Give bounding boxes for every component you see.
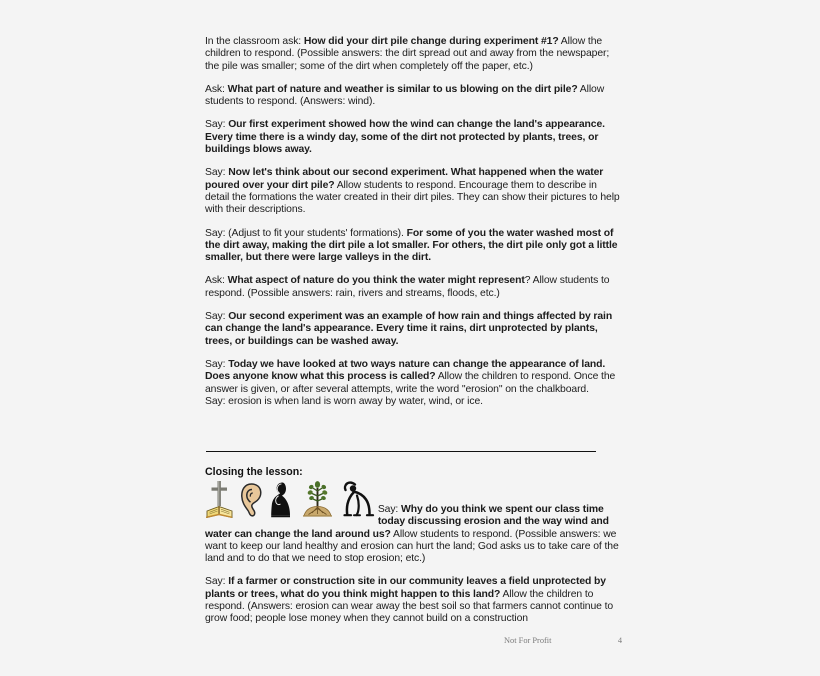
paragraph-7-lead: Say: <box>205 311 229 323</box>
paragraph-3 <box>205 119 622 156</box>
paragraph-9-lead: Say: erosion is when land is worn away by water, wind, or ice. <box>205 395 483 407</box>
paragraph-6 <box>205 275 622 300</box>
paragraph-8-trail: Allow the children to respond. Once the answer is given, or after several attempts, write the word "erosion" on the chalkboard. <box>205 371 616 395</box>
sapling-plant-icon <box>301 478 335 523</box>
paragraph-3-lead: Say: <box>205 119 229 131</box>
paragraph-8 <box>205 359 622 396</box>
footer-notice: Not For Profit <box>504 636 552 645</box>
paragraph-5-lead: Say: (Adjust to fit your students' formations). <box>205 227 407 239</box>
kneeling-praying-person-icon <box>269 478 296 523</box>
paragraph-2 <box>205 84 622 109</box>
closing-paragraph-2-lead: Say: <box>205 576 229 588</box>
paragraph-2-bold: What part of nature and weather is similar to us blowing on the dirt pile? <box>227 83 578 95</box>
section-divider-rule <box>206 451 596 452</box>
page-number: 4 <box>617 636 622 645</box>
paragraph-7 <box>205 311 622 348</box>
paragraph-1-bold: How did your dirt pile change during experiment #1? <box>303 36 559 47</box>
paragraph-1-trail: Allow the children to respond. (Possible answers: the dirt spread out and away from the newspaper; the pile was smaller; some of the dirt when completely off the paper, etc.) <box>205 36 610 72</box>
cross-on-bible-icon <box>205 478 235 523</box>
closing-paragraph-2-trail: Allow the children to respond. (Answers: erosion can wear away the best soil so that farmers cannot continue to grow food; people lose money when they cannot build on a construction <box>205 588 614 625</box>
closing-the-lesson-heading: Closing the lesson: <box>205 466 303 478</box>
closing-paragraph-1-bold: Why do you think we spent our class time today discussing erosion and the way wind and water can change the land around us? <box>205 504 609 540</box>
paragraph-8-bold: Today we have looked at two ways nature can change the appearance of land. Does anyone know what this process is called? <box>205 358 606 383</box>
closing-paragraph-1-trail: Allow students to respond. (Possible answers: we want to keep our land healthy and erosion can hurt the land; God asks us to take care of the land and to do that we need to stop erosion; etc.) <box>205 528 619 565</box>
paragraph-3-bold: Our first experiment showed how the wind can change the land's appearance. Every time there is a windy day, some of the dirt not protected by plants, trees, or buildings blows away. <box>205 119 605 156</box>
page-footer <box>504 636 622 645</box>
paragraph-6-bold: What aspect of nature do you think the water might represent <box>227 275 525 287</box>
bending-person-icon <box>341 478 375 523</box>
paragraph-2-trail: Allow students to respond. (Answers: wind). <box>205 83 605 108</box>
paragraph-4-trail: Allow students to respond. Encourage them to describe in detail the formations the water created in their dirt piles. They can show their pictures to help with their descriptions. <box>205 179 620 216</box>
paragraph-9 <box>205 396 622 408</box>
closing-icon-row <box>205 478 376 518</box>
document-body <box>205 36 622 419</box>
ear-icon <box>240 478 263 523</box>
closing-paragraph-1-lead: Say: <box>377 504 401 515</box>
paragraph-4-bold: Now let's think about our second experiment. What happened when the water poured over your dirt pile? <box>205 167 604 191</box>
closing-paragraph-2 <box>205 576 622 625</box>
paragraph-4 <box>205 167 622 216</box>
paragraph-4-lead: Say: <box>205 167 229 179</box>
paragraph-5 <box>205 228 622 265</box>
closing-paragraph-2-bold: If a farmer or construction site in our community leaves a field unprotected by plants or trees, what do you think might happen to this land? <box>205 576 606 600</box>
paragraph-6-trail: ? Allow students to respond. (Possible answers: rain, rivers and streams, floods, etc.) <box>205 275 610 299</box>
paragraph-1-lead: In the classroom ask: <box>205 36 304 47</box>
paragraph-5-bold: For some of you the water washed most of the dirt away, making the dirt pile a lot smaller. For others, the dirt pile only got a little smaller, but there were large valleys in the dirt. <box>205 227 618 264</box>
paragraph-2-lead: Ask: <box>205 83 228 95</box>
paragraph-8-lead: Say: <box>205 358 229 370</box>
paragraph-6-lead: Ask: <box>205 275 228 287</box>
paragraph-1 <box>205 36 622 73</box>
closing-the-lesson-block <box>205 478 622 626</box>
paragraph-7-bold: Our second experiment was an example of how rain and things affected by rain can change the land's appearance. Every time it rains, dirt unprotected by plants, trees, or buildings can be washed away. <box>205 311 613 347</box>
